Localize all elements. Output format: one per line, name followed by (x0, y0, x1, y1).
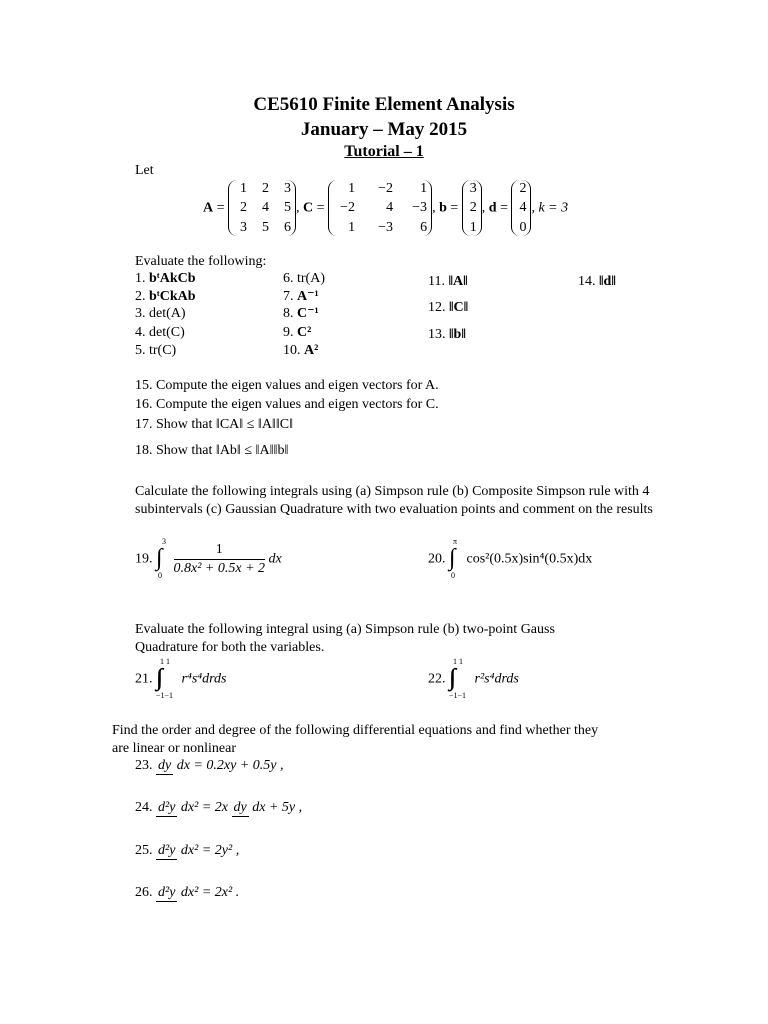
question-16: 16. Compute the eigen values and eigen vectors for C. (135, 397, 439, 412)
upper-limits: 1 1 (453, 657, 463, 666)
integrals-intro-line1: Calculate the following integrals using (a) Simpson rule (b) Composite Simpson rule with 4 (135, 484, 650, 499)
question-8: 8. C⁻¹ (283, 306, 319, 321)
question-26: 26. d²y dx² = 2x² . (135, 885, 240, 901)
question-9: 9. C² (283, 325, 312, 340)
term-title: January – May 2015 (300, 119, 468, 140)
q19-fraction: $\frac{1}{\text{0.8x² + 0.5x + 2}}$ (173, 542, 266, 576)
vector-b: 3 2 1 (462, 180, 482, 236)
question-21: 21. 1 1 ∫∫ −1−1 r⁴s⁴drds (135, 657, 227, 700)
question-6: 6. tr(A) (283, 271, 325, 286)
scalar-k: k = 3 (538, 200, 569, 216)
question-25: 25. d²y dx² = 2y² , (135, 843, 240, 859)
question-10: 10. A² (283, 343, 319, 358)
question-18: 18. Show that ‖Ab‖ ≤ ‖A‖‖b‖ (135, 443, 289, 458)
double-intro-line2: Quadrature for both the variables. (135, 640, 325, 655)
upper-limit: 3 (162, 537, 166, 546)
question-4: 4. det(C) (135, 325, 185, 340)
tutorial-title: Tutorial – 1 (344, 143, 424, 160)
question-5: 5. tr(C) (135, 343, 177, 358)
question-7: 7. A⁻¹ (283, 289, 319, 304)
upper-limits: 1 1 (160, 657, 170, 666)
vector-b-label: b (439, 200, 447, 216)
question-13: 13. ‖b‖ (428, 327, 466, 342)
upper-limit: π (453, 537, 458, 546)
second-derivative: d²y dx² (158, 885, 199, 901)
question-24: 24. d²y dx² = 2x dy dx + 5y , (135, 800, 303, 816)
lower-limits: −1−1 (449, 691, 467, 700)
question-15: 15. Compute the eigen values and eigen vectors for A. (135, 378, 439, 393)
matrix-A: 1 2 3 2 4 5 3 5 6 (228, 180, 296, 236)
matrix-C-label: C (303, 200, 314, 216)
question-1: 1. bᵗAkCb (135, 271, 196, 286)
question-12: 12. ‖C‖ (428, 300, 469, 315)
second-derivative: d²y dx² (158, 800, 199, 816)
matrix-C: 1 −2 1 −2 4 −3 1 −3 6 (328, 180, 432, 236)
vector-d-label: d (488, 200, 497, 216)
question-22: 22. 1 1 ∫∫ −1−1 r²s⁴drds (428, 657, 519, 700)
course-title: CE5610 Finite Element Analysis (253, 94, 515, 115)
de-intro-line1: Find the order and degree of the following differential equations and find whether they (112, 723, 599, 738)
double-intro-line1: Evaluate the following integral using (a) Simpson rule (b) two-point Gauss (135, 622, 555, 637)
question-3: 3. det(A) (135, 306, 186, 321)
de-intro-line2: are linear or nonlinear (112, 741, 236, 756)
lower-limits: −1−1 (156, 691, 174, 700)
question-20: 20. π ∫ 0 cos²(0.5x)sin⁴(0.5x)dx (428, 537, 593, 580)
vector-d: 2 4 0 (511, 180, 531, 236)
lower-limit: 0 (451, 571, 455, 580)
derivative: dy dx (158, 758, 190, 774)
question-2: 2. bᵗCkAb (135, 289, 196, 304)
integrals-intro-line2: subintervals (c) Gaussian Quadrature with two evaluation points and comment on the results (135, 502, 653, 517)
question-19: 19. 3 ∫ 0 $\frac{1}{\text{0.8x² + 0.5x + 2}}$ dx (135, 537, 282, 580)
matrix-A-label: A (203, 200, 214, 216)
evaluate-heading: Evaluate the following: (135, 254, 267, 269)
question-17: 17. Show that ‖CA‖ ≤ ‖A‖‖C‖ (135, 417, 294, 432)
second-derivative: d²y dx² (158, 843, 199, 859)
question-14: 14. ‖d‖ (578, 274, 616, 289)
intro-let: Let (135, 163, 154, 178)
question-23: 23. dy dx = 0.2xy + 0.5y , (135, 758, 284, 774)
matrix-definitions: A = 1 2 3 2 4 5 3 5 6 , C = 1 −2 1 −2 4 −3 1 −3 6 , b = 3 2 1 , d = 2 4 0 , k = 3 (203, 181, 569, 235)
lower-limit: 0 (158, 571, 162, 580)
derivative: dy dx (233, 800, 266, 816)
question-11: 11. ‖A‖ (428, 274, 468, 289)
